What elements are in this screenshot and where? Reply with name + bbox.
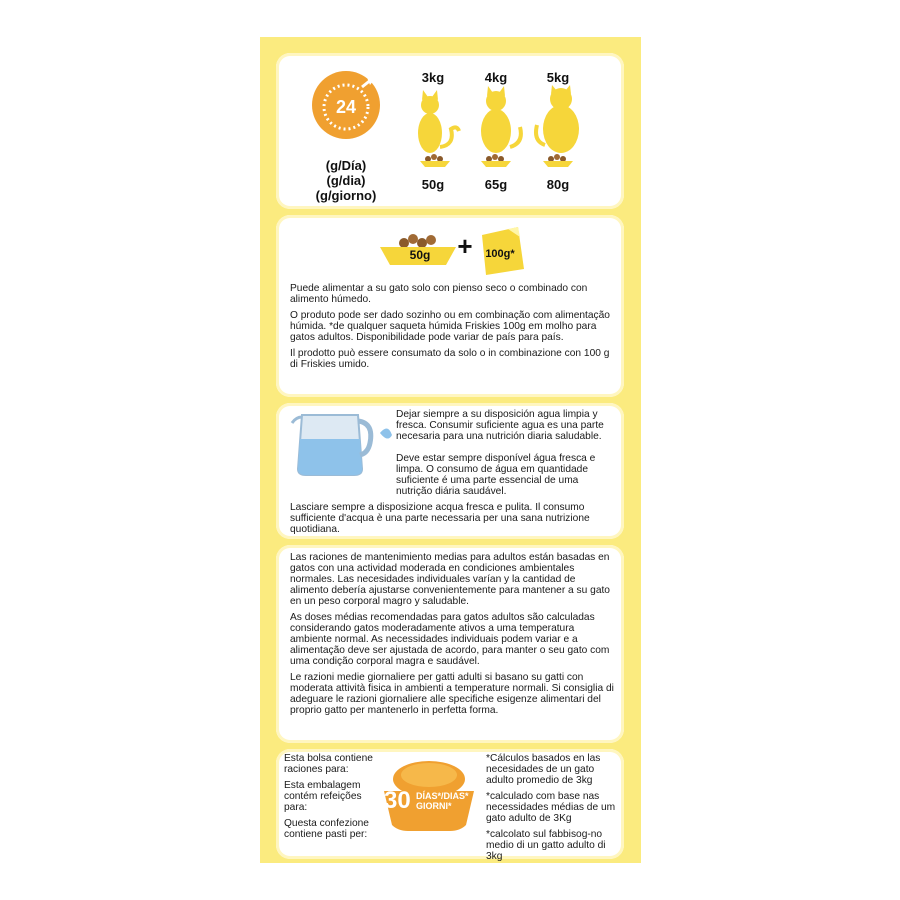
unit-line-it: (g/giorno) [315,188,377,203]
combination-text-it: Il prodotto può essere consumato da solo o in combinazione con 100 g di Friskies umido. [290,348,610,370]
small-cat-icon [413,85,463,155]
combination-text-es: Puede alimentar a su gato solo con pienso seco o combinado con alimento húmedo. [290,283,588,305]
plus-sign: + [457,231,473,261]
dry-food-bowl-icon [479,152,513,168]
calculation-footnotes [486,753,618,867]
24-hour-clock-icon [310,69,382,141]
grams-65g: 65g [484,177,508,192]
days-label-line2: GIORNI* [416,801,452,811]
cat-weight-3kg: 3kg [421,70,445,85]
cat-weight-5kg: 5kg [546,70,570,85]
footnote-pt: *calculado com base nas necessidades médias de um gato adulto de 3Kg [486,791,616,824]
days-label-line1: DÍAS*/DIAS* [416,791,469,801]
footnote-es: *Cálculos basados en las necesidades de un gato adulto promedio de 3kg [486,753,601,786]
large-cat-icon [531,85,591,155]
medium-cat-icon [474,85,526,155]
days-number: 30 [384,787,411,814]
rations-text-pt: As doses médias recomendadas para gatos adultos são calculadas considerando gatos moderadamente ativos a uma temperatura ambiente normal. As necessidades individuais podem variar e a alimentação deve ser ajustada de acordo, para manter o seu gato com uma condição corporal magra e saudável. [290,612,610,667]
water-text-bottom [290,453,615,540]
rations-text-es: Las raciones de mantenimiento medias para adultos están basadas en gatos con una actividad moderada en condiciones ambientales normales. Las necesidades individuales varían y la cantidad de alimento debería ajustarse convenientemente para mantener a su gato en un peso corporal magro y saludable. [290,552,610,607]
grams-80g: 80g [546,177,570,192]
water-text-it: Lasciare sempre a disposizione acqua fresca e pulita. Il consumo sufficiente d'acqua è una parte necessaria per una sana nutrizione quotidiana. [290,502,590,535]
dry-food-amount: 50g [409,248,431,262]
daily-unit-labels [296,158,396,203]
water-card [276,403,624,539]
combination-text-pt: O produto pode ser dado sozinho ou em combinação com alimentação húmida. *de qualquer saqueta húmida Friskies 100g em molho para gatos adultos. Disponibilidade pode variar de país para país. [290,310,610,343]
grams-50g: 50g [421,177,445,192]
bag-contents-pt: Esta embalagem contém refeições para: [284,780,362,813]
bag-contents-it: Questa confezione contiene pasti per: [284,818,369,840]
unit-line-es: (g/Día) [325,158,367,173]
combination-card [276,215,624,397]
rations-text-it: Le razioni medie giornaliere per gatti adulti si basano su gatti con moderata attività fisica in ambienti a temperature normali. Si consiglia di adeguare le razioni giornaliere alle specifiche esigenze alimentari del proprio gatto per mantenerlo in perfetta forma. [290,672,614,716]
bag-contents-text [284,753,376,845]
water-text-es: Dejar siempre a su disposición agua limpia y fresca. Consumir suficiente agua es una parte necesaria para una nutrición diaria saludable. [396,409,604,442]
feeding-amounts-card [276,53,624,209]
water-text-pt: Deve estar sempre disponível água fresca e limpa. O consumo de água em quantidade suficiente é uma parte essencial de uma nutrição diária saudável. [396,453,596,497]
unit-line-pt: (g/dia) [326,173,366,188]
dry-food-bowl-icon [541,152,575,168]
rations-text [290,552,615,721]
footnote-it: *calcolato sul fabbisog-no medio di un gatto adulto di 3kg [486,829,606,862]
rations-card [276,545,624,743]
bag-duration-card [276,749,624,862]
clock-number: 24 [335,97,357,117]
cat-weight-4kg: 4kg [484,70,508,85]
bag-contents-es: Esta bolsa contiene raciones para: [284,753,373,775]
wet-food-amount: 100g* [485,248,515,260]
combination-text [290,283,615,375]
dry-food-bowl-icon [418,152,452,168]
days-label [416,791,480,811]
water-text-top [396,409,618,447]
